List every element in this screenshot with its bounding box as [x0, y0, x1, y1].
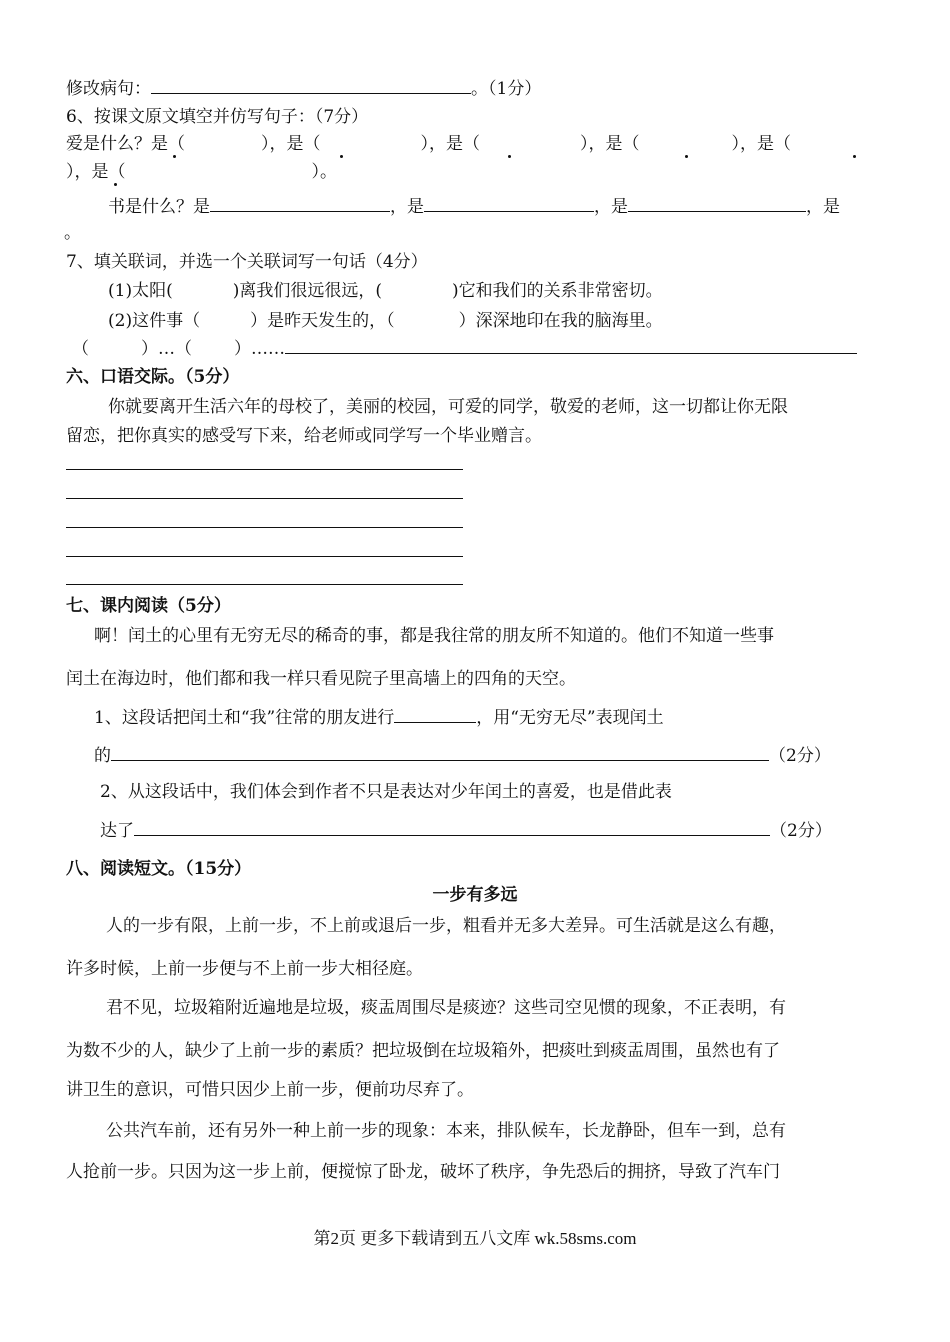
- emphasis-dot: [685, 155, 688, 158]
- q7-sent-a: （: [72, 339, 89, 359]
- s7-q2-text: 达了: [100, 821, 134, 841]
- passage-p2-line-3: 讲卫生的意识，可惜只因少上前一步，便前功尽弃了。: [66, 1080, 474, 1100]
- q7-item-2-c: ）深深地印在我的脑海里。: [458, 311, 663, 331]
- q7-item-1-c: )它和我们的关系非常密切。: [451, 281, 663, 301]
- s7-q1-text-2: ，用“无穷无尽”表现闰土: [476, 708, 664, 728]
- passage-p3-line-1: 公共汽车前，还有另外一种上前一步的现象：本来，排队候车，长龙静卧，但车一到，总有: [106, 1121, 786, 1141]
- q6-love-line-1: [66, 133, 791, 155]
- q5-revise-line: [66, 76, 541, 100]
- q7-item-1: [108, 280, 663, 302]
- section-7-question-1: [94, 705, 664, 729]
- q6-book-prefix: 书是什么？是: [108, 197, 210, 217]
- page-footer: 第2页 更多下载请到五八文库 wk.58sms.com: [313, 1229, 637, 1248]
- s7-q2-score: （2分）: [770, 821, 832, 841]
- writing-line[interactable]: [66, 527, 463, 528]
- section-7-heading: 七、课内阅读（5分）: [66, 596, 231, 616]
- writing-line[interactable]: [66, 584, 463, 585]
- q6-love-prefix: 爱是什么？是（: [66, 134, 185, 154]
- s7-q1-text: 1、这段话把闰土和“我”往常的朋友进行: [94, 708, 395, 728]
- q7-item-1-b: )离我们很远很远，(: [232, 281, 382, 301]
- q6-book-line: [108, 194, 840, 218]
- q7-item-1-a: (1)太阳(: [108, 281, 173, 301]
- s7-q1-score: （2分）: [769, 746, 831, 766]
- q5-score: 。（1分）: [471, 79, 542, 99]
- q7-sent-b: ）…（: [141, 339, 192, 359]
- section-7-question-2-cont: [100, 818, 832, 842]
- q6-book-blank-1[interactable]: [210, 194, 390, 212]
- q7-sentence-line: [72, 336, 857, 360]
- q6-sep-3: ），是（: [580, 134, 640, 154]
- passage-p2-line-2: 为数不少的人，缺少了上前一步的素质？把垃圾倒在垃圾箱外，把痰吐到痰盂周围，虽然也有了: [66, 1041, 780, 1061]
- s7-q1-text-3: 的: [94, 746, 111, 766]
- s7-q1-blank-2[interactable]: [111, 743, 769, 761]
- q6-book-sep-3: ，是: [806, 197, 840, 217]
- q6-book-end: 。: [64, 223, 81, 243]
- passage-p3-line-2: 人抢前一步。只因为这一步上前，便搅惊了卧龙，破坏了秩序，争先恐后的拥挤，导致了汽车门: [66, 1162, 780, 1182]
- section-6-heading: 六、口语交际。（5分）: [66, 367, 240, 387]
- q7-item-2: [108, 310, 663, 332]
- q7-sent-c: ）……: [234, 339, 285, 359]
- emphasis-dot: [173, 155, 176, 158]
- q6-sep-5: ），是（: [66, 162, 126, 182]
- section-7-passage-1: 啊！闰土的心里有无穷无尽的稀奇的事，都是我往常的朋友所不知道的。他们不知道一些事: [94, 626, 774, 646]
- writing-line[interactable]: [66, 469, 463, 470]
- s7-q2-blank[interactable]: [134, 818, 770, 836]
- section-7-question-1-cont: [94, 743, 831, 767]
- passage-p1-line-1: 人的一步有限，上前一步，不上前或退后一步，粗看并无多大差异。可生活就是这么有趣，: [106, 916, 786, 936]
- s7-q1-blank-1[interactable]: [394, 705, 476, 723]
- q6-sep-4: ），是（: [731, 134, 791, 154]
- emphasis-dot: [114, 183, 117, 186]
- passage-title: 一步有多远: [432, 885, 518, 905]
- section-7-question-2: 2、从这段话中，我们体会到作者不只是表达对少年闰土的喜爱，也是借此表: [100, 782, 672, 802]
- q6-love-line-2: [66, 161, 337, 183]
- q7-item-2-b: ）是昨天发生的，（: [250, 311, 395, 331]
- q7-answer-blank[interactable]: [285, 336, 857, 354]
- q6-sep-2: ），是（: [420, 134, 480, 154]
- passage-p2-line-1: 君不见，垃圾箱附近遍地是垃圾，痰盂周围尽是痰迹？这些司空见惯的现象，不正表明，有: [106, 998, 786, 1018]
- section-6-prompt-2: 留恋，把你真实的感受写下来，给老师或同学写一个毕业赠言。: [66, 426, 542, 446]
- section-8-heading: 八、阅读短文。（15分）: [66, 859, 252, 879]
- emphasis-dot: [508, 155, 511, 158]
- emphasis-dot: [340, 155, 343, 158]
- q6-book-sep-1: ，是: [390, 197, 424, 217]
- section-6-prompt-1: 你就要离开生活六年的母校了，美丽的校园，可爱的同学，敬爱的老师，这一切都让你无限: [108, 397, 788, 417]
- q6-heading: 6、按课文原文填空并仿写句子：（7分）: [66, 107, 369, 127]
- q5-revise-label: 修改病句：: [66, 79, 151, 99]
- q6-book-blank-2[interactable]: [424, 194, 594, 212]
- q7-heading: 7、填关联词，并选一个关联词写一句话（4分）: [66, 252, 428, 272]
- q5-answer-blank[interactable]: [151, 76, 471, 94]
- q6-book-blank-3[interactable]: [628, 194, 806, 212]
- writing-line[interactable]: [66, 556, 463, 557]
- writing-line[interactable]: [66, 498, 463, 499]
- q6-book-sep-2: ，是: [594, 197, 628, 217]
- section-7-passage-2: 闰土在海边时，他们都和我一样只看见院子里高墙上的四角的天空。: [66, 669, 576, 689]
- emphasis-dot: [853, 155, 856, 158]
- passage-p1-line-2: 许多时候，上前一步便与不上前一步大相径庭。: [66, 959, 423, 979]
- q6-sep-1: ），是（: [261, 134, 321, 154]
- q6-end: ）。: [311, 162, 337, 182]
- q7-item-2-a: (2)这件事（: [108, 311, 201, 331]
